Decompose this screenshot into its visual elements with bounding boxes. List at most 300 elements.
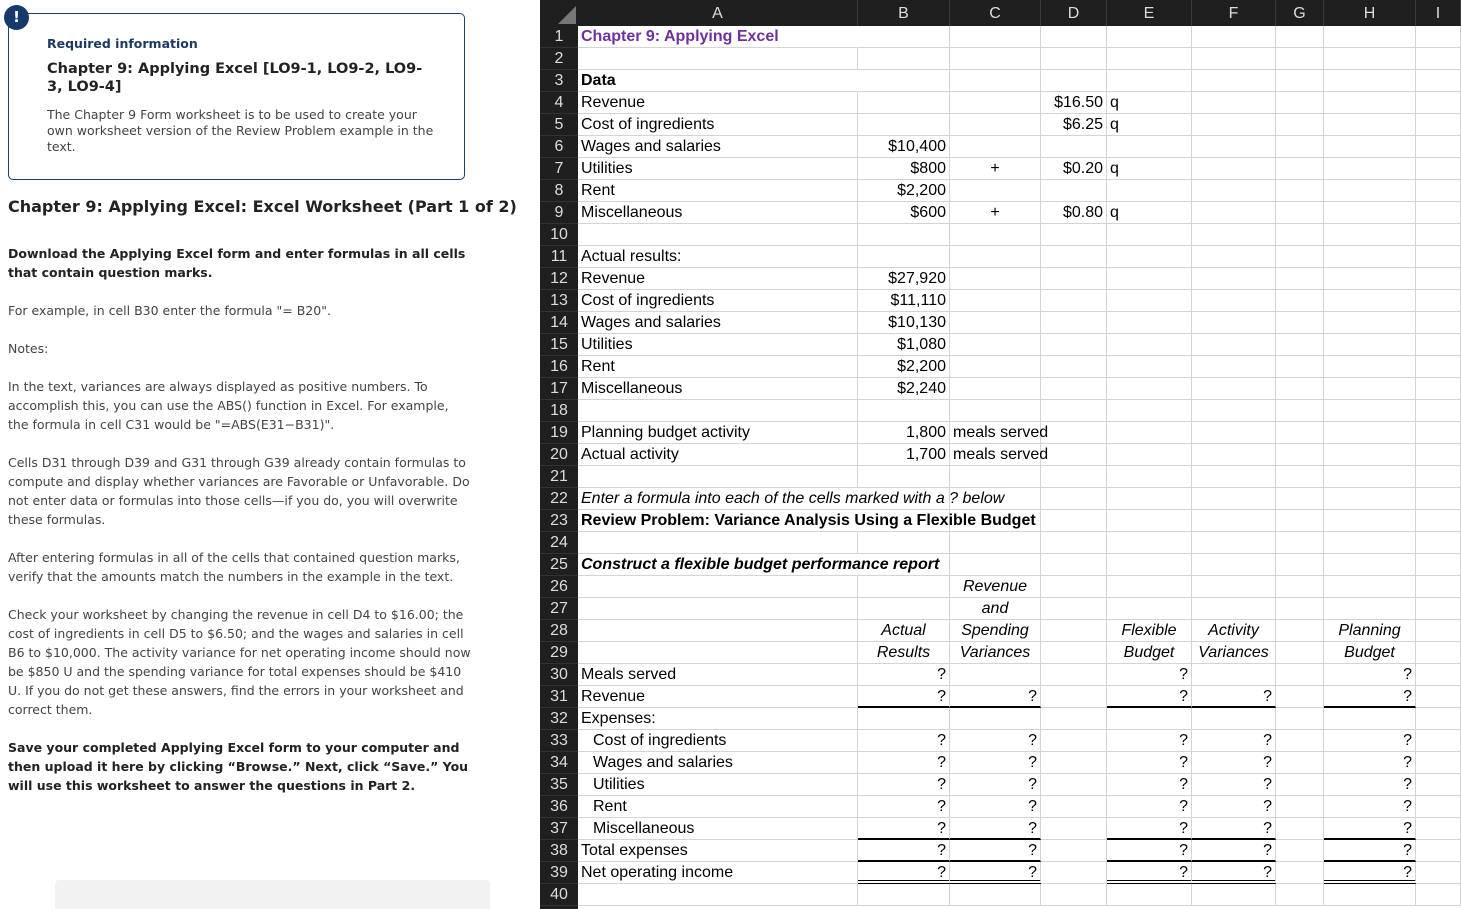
cell-b3[interactable] bbox=[858, 70, 950, 92]
row-header-1[interactable]: 1 bbox=[540, 26, 578, 48]
cell-d37[interactable] bbox=[1041, 818, 1107, 840]
cell-h35[interactable]: ? bbox=[1324, 774, 1416, 796]
cell-c17[interactable] bbox=[950, 378, 1041, 400]
cell-a40[interactable] bbox=[578, 884, 858, 906]
cell-d25[interactable] bbox=[1041, 554, 1107, 576]
cell-b32[interactable] bbox=[858, 708, 950, 730]
cell-d8[interactable] bbox=[1041, 180, 1107, 202]
cell-g32[interactable] bbox=[1276, 708, 1324, 730]
row-header-28[interactable]: 28 bbox=[540, 620, 578, 642]
cell-i2[interactable] bbox=[1416, 48, 1461, 70]
cell-i26[interactable] bbox=[1416, 576, 1461, 598]
cell-d11[interactable] bbox=[1041, 246, 1107, 268]
cell-h17[interactable] bbox=[1324, 378, 1416, 400]
cell-e26[interactable] bbox=[1107, 576, 1192, 598]
cell-i9[interactable] bbox=[1416, 202, 1461, 224]
cell-a4[interactable]: Revenue bbox=[578, 92, 858, 114]
cell-a24[interactable] bbox=[578, 532, 858, 554]
cell-c37[interactable]: ? bbox=[950, 818, 1041, 840]
cell-a15[interactable]: Utilities bbox=[578, 334, 858, 356]
cell-e14[interactable] bbox=[1107, 312, 1192, 334]
column-header-e[interactable]: E bbox=[1107, 0, 1192, 26]
cell-g21[interactable] bbox=[1276, 466, 1324, 488]
cell-g30[interactable] bbox=[1276, 664, 1324, 686]
cell-g5[interactable] bbox=[1276, 114, 1324, 136]
cell-c14[interactable] bbox=[950, 312, 1041, 334]
cell-b8[interactable]: $2,200 bbox=[858, 180, 950, 202]
cell-b21[interactable] bbox=[858, 466, 950, 488]
cell-b19[interactable]: 1,800 bbox=[858, 422, 950, 444]
cell-e8[interactable] bbox=[1107, 180, 1192, 202]
cell-g39[interactable] bbox=[1276, 862, 1324, 884]
cell-i40[interactable] bbox=[1416, 884, 1461, 906]
cell-g4[interactable] bbox=[1276, 92, 1324, 114]
cell-d26[interactable] bbox=[1041, 576, 1107, 598]
cell-f40[interactable] bbox=[1192, 884, 1276, 906]
cell-d21[interactable] bbox=[1041, 466, 1107, 488]
cell-f19[interactable] bbox=[1192, 422, 1276, 444]
select-all-corner[interactable] bbox=[558, 6, 576, 24]
cell-h29[interactable]: Budget bbox=[1324, 642, 1416, 664]
cell-a8[interactable]: Rent bbox=[578, 180, 858, 202]
cell-i13[interactable] bbox=[1416, 290, 1461, 312]
cell-h7[interactable] bbox=[1324, 158, 1416, 180]
row-header-14[interactable]: 14 bbox=[540, 312, 578, 334]
cell-e13[interactable] bbox=[1107, 290, 1192, 312]
cell-i32[interactable] bbox=[1416, 708, 1461, 730]
cell-i29[interactable] bbox=[1416, 642, 1461, 664]
cell-g27[interactable] bbox=[1276, 598, 1324, 620]
cell-e15[interactable] bbox=[1107, 334, 1192, 356]
cell-c7[interactable]: + bbox=[950, 158, 1041, 180]
cell-h33[interactable]: ? bbox=[1324, 730, 1416, 752]
cell-d12[interactable] bbox=[1041, 268, 1107, 290]
cell-h25[interactable] bbox=[1324, 554, 1416, 576]
row-header-39[interactable]: 39 bbox=[540, 862, 578, 884]
cell-g3[interactable] bbox=[1276, 70, 1324, 92]
cell-a2[interactable] bbox=[578, 48, 858, 70]
cell-f17[interactable] bbox=[1192, 378, 1276, 400]
cell-c30[interactable] bbox=[950, 664, 1041, 686]
cell-f26[interactable] bbox=[1192, 576, 1276, 598]
cell-d36[interactable] bbox=[1041, 796, 1107, 818]
cell-h3[interactable] bbox=[1324, 70, 1416, 92]
row-header-37[interactable]: 37 bbox=[540, 818, 578, 840]
cell-e30[interactable]: ? bbox=[1107, 664, 1192, 686]
cell-c10[interactable] bbox=[950, 224, 1041, 246]
cell-c3[interactable] bbox=[950, 70, 1041, 92]
cell-b36[interactable]: ? bbox=[858, 796, 950, 818]
cell-b35[interactable]: ? bbox=[858, 774, 950, 796]
cell-a29[interactable] bbox=[578, 642, 858, 664]
cell-i27[interactable] bbox=[1416, 598, 1461, 620]
cell-a31[interactable]: Revenue bbox=[578, 686, 858, 708]
cell-c6[interactable] bbox=[950, 136, 1041, 158]
cell-b17[interactable]: $2,240 bbox=[858, 378, 950, 400]
cell-g22[interactable] bbox=[1276, 488, 1324, 510]
cell-h28[interactable]: Planning bbox=[1324, 620, 1416, 642]
cell-c24[interactable] bbox=[950, 532, 1041, 554]
row-header-17[interactable]: 17 bbox=[540, 378, 578, 400]
cell-a21[interactable] bbox=[578, 466, 858, 488]
cell-h10[interactable] bbox=[1324, 224, 1416, 246]
cell-a13[interactable]: Cost of ingredients bbox=[578, 290, 858, 312]
cell-e35[interactable]: ? bbox=[1107, 774, 1192, 796]
cell-a1[interactable]: Chapter 9: Applying Excel bbox=[578, 26, 858, 48]
cell-g14[interactable] bbox=[1276, 312, 1324, 334]
cell-d40[interactable] bbox=[1041, 884, 1107, 906]
cell-c20[interactable]: meals served bbox=[950, 444, 1041, 466]
cell-e24[interactable] bbox=[1107, 532, 1192, 554]
cell-f13[interactable] bbox=[1192, 290, 1276, 312]
column-header-b[interactable]: B bbox=[858, 0, 950, 26]
cell-d30[interactable] bbox=[1041, 664, 1107, 686]
row-header-7[interactable]: 7 bbox=[540, 158, 578, 180]
cell-f29[interactable]: Variances bbox=[1192, 642, 1276, 664]
cell-i33[interactable] bbox=[1416, 730, 1461, 752]
cell-d35[interactable] bbox=[1041, 774, 1107, 796]
cell-a5[interactable]: Cost of ingredients bbox=[578, 114, 858, 136]
cell-h5[interactable] bbox=[1324, 114, 1416, 136]
cell-h14[interactable] bbox=[1324, 312, 1416, 334]
cell-d6[interactable] bbox=[1041, 136, 1107, 158]
cell-h26[interactable] bbox=[1324, 576, 1416, 598]
cell-e32[interactable] bbox=[1107, 708, 1192, 730]
cell-i14[interactable] bbox=[1416, 312, 1461, 334]
cell-b14[interactable]: $10,130 bbox=[858, 312, 950, 334]
cell-f32[interactable] bbox=[1192, 708, 1276, 730]
cell-f34[interactable]: ? bbox=[1192, 752, 1276, 774]
cell-i23[interactable] bbox=[1416, 510, 1461, 532]
cell-g17[interactable] bbox=[1276, 378, 1324, 400]
cell-c12[interactable] bbox=[950, 268, 1041, 290]
cell-c27[interactable]: and bbox=[950, 598, 1041, 620]
row-header-40[interactable]: 40 bbox=[540, 884, 578, 906]
cell-h20[interactable] bbox=[1324, 444, 1416, 466]
row-header-33[interactable]: 33 bbox=[540, 730, 578, 752]
cell-g37[interactable] bbox=[1276, 818, 1324, 840]
cell-h32[interactable] bbox=[1324, 708, 1416, 730]
cell-i10[interactable] bbox=[1416, 224, 1461, 246]
cell-b6[interactable]: $10,400 bbox=[858, 136, 950, 158]
cell-d29[interactable] bbox=[1041, 642, 1107, 664]
cell-g2[interactable] bbox=[1276, 48, 1324, 70]
row-header-24[interactable]: 24 bbox=[540, 532, 578, 554]
cell-c16[interactable] bbox=[950, 356, 1041, 378]
row-header-21[interactable]: 21 bbox=[540, 466, 578, 488]
cell-d9[interactable]: $0.80 bbox=[1041, 202, 1107, 224]
cell-c1[interactable] bbox=[950, 26, 1041, 48]
cell-f24[interactable] bbox=[1192, 532, 1276, 554]
cell-f3[interactable] bbox=[1192, 70, 1276, 92]
cell-d32[interactable] bbox=[1041, 708, 1107, 730]
cell-g26[interactable] bbox=[1276, 576, 1324, 598]
cell-g38[interactable] bbox=[1276, 840, 1324, 862]
cell-c9[interactable]: + bbox=[950, 202, 1041, 224]
row-header-10[interactable]: 10 bbox=[540, 224, 578, 246]
cell-d5[interactable]: $6.25 bbox=[1041, 114, 1107, 136]
row-header-29[interactable]: 29 bbox=[540, 642, 578, 664]
cell-g6[interactable] bbox=[1276, 136, 1324, 158]
cell-a22[interactable]: Enter a formula into each of the cells marked with a ? below bbox=[578, 488, 858, 510]
cell-c21[interactable] bbox=[950, 466, 1041, 488]
cell-g40[interactable] bbox=[1276, 884, 1324, 906]
cell-h18[interactable] bbox=[1324, 400, 1416, 422]
column-header-c[interactable]: C bbox=[950, 0, 1041, 26]
cell-a39[interactable]: Net operating income bbox=[578, 862, 858, 884]
cell-i24[interactable] bbox=[1416, 532, 1461, 554]
cell-a17[interactable]: Miscellaneous bbox=[578, 378, 858, 400]
cell-a30[interactable]: Meals served bbox=[578, 664, 858, 686]
cell-h8[interactable] bbox=[1324, 180, 1416, 202]
row-header-15[interactable]: 15 bbox=[540, 334, 578, 356]
cell-c39[interactable]: ? bbox=[950, 862, 1041, 884]
cell-d16[interactable] bbox=[1041, 356, 1107, 378]
row-header-38[interactable]: 38 bbox=[540, 840, 578, 862]
cell-b5[interactable] bbox=[858, 114, 950, 136]
cell-a33[interactable]: Cost of ingredients bbox=[578, 730, 858, 752]
cell-g15[interactable] bbox=[1276, 334, 1324, 356]
cell-b31[interactable]: ? bbox=[858, 686, 950, 708]
cell-g9[interactable] bbox=[1276, 202, 1324, 224]
cell-h34[interactable]: ? bbox=[1324, 752, 1416, 774]
cell-e31[interactable]: ? bbox=[1107, 686, 1192, 708]
cell-a38[interactable]: Total expenses bbox=[578, 840, 858, 862]
cell-i18[interactable] bbox=[1416, 400, 1461, 422]
cell-b2[interactable] bbox=[858, 48, 950, 70]
cell-e10[interactable] bbox=[1107, 224, 1192, 246]
cell-g31[interactable] bbox=[1276, 686, 1324, 708]
cell-a36[interactable]: Rent bbox=[578, 796, 858, 818]
cell-a18[interactable] bbox=[578, 400, 858, 422]
row-header-19[interactable]: 19 bbox=[540, 422, 578, 444]
cell-h2[interactable] bbox=[1324, 48, 1416, 70]
cell-e2[interactable] bbox=[1107, 48, 1192, 70]
row-header-13[interactable]: 13 bbox=[540, 290, 578, 312]
cell-f7[interactable] bbox=[1192, 158, 1276, 180]
cell-c33[interactable]: ? bbox=[950, 730, 1041, 752]
cell-h16[interactable] bbox=[1324, 356, 1416, 378]
cell-h13[interactable] bbox=[1324, 290, 1416, 312]
cell-f2[interactable] bbox=[1192, 48, 1276, 70]
cell-f12[interactable] bbox=[1192, 268, 1276, 290]
cell-a11[interactable]: Actual results: bbox=[578, 246, 858, 268]
row-header-25[interactable]: 25 bbox=[540, 554, 578, 576]
cell-i39[interactable] bbox=[1416, 862, 1461, 884]
cell-e17[interactable] bbox=[1107, 378, 1192, 400]
cell-f38[interactable]: ? bbox=[1192, 840, 1276, 862]
cell-f30[interactable] bbox=[1192, 664, 1276, 686]
cell-d20[interactable] bbox=[1041, 444, 1107, 466]
cell-e7[interactable]: q bbox=[1107, 158, 1192, 180]
cell-d34[interactable] bbox=[1041, 752, 1107, 774]
cell-f31[interactable]: ? bbox=[1192, 686, 1276, 708]
cell-f4[interactable] bbox=[1192, 92, 1276, 114]
cell-b15[interactable]: $1,080 bbox=[858, 334, 950, 356]
cell-c4[interactable] bbox=[950, 92, 1041, 114]
cell-i12[interactable] bbox=[1416, 268, 1461, 290]
cell-d17[interactable] bbox=[1041, 378, 1107, 400]
cell-h22[interactable] bbox=[1324, 488, 1416, 510]
cell-g8[interactable] bbox=[1276, 180, 1324, 202]
cell-b40[interactable] bbox=[858, 884, 950, 906]
row-header-4[interactable]: 4 bbox=[540, 92, 578, 114]
cell-c34[interactable]: ? bbox=[950, 752, 1041, 774]
cell-a26[interactable] bbox=[578, 576, 858, 598]
row-header-36[interactable]: 36 bbox=[540, 796, 578, 818]
cell-b28[interactable]: Actual bbox=[858, 620, 950, 642]
cell-i3[interactable] bbox=[1416, 70, 1461, 92]
cell-b9[interactable]: $600 bbox=[858, 202, 950, 224]
row-header-9[interactable]: 9 bbox=[540, 202, 578, 224]
cell-i34[interactable] bbox=[1416, 752, 1461, 774]
cell-e1[interactable] bbox=[1107, 26, 1192, 48]
cell-c35[interactable]: ? bbox=[950, 774, 1041, 796]
cell-a12[interactable]: Revenue bbox=[578, 268, 858, 290]
cell-g16[interactable] bbox=[1276, 356, 1324, 378]
cell-i31[interactable] bbox=[1416, 686, 1461, 708]
cell-g11[interactable] bbox=[1276, 246, 1324, 268]
cell-b37[interactable]: ? bbox=[858, 818, 950, 840]
cell-g33[interactable] bbox=[1276, 730, 1324, 752]
cell-c18[interactable] bbox=[950, 400, 1041, 422]
cell-e28[interactable]: Flexible bbox=[1107, 620, 1192, 642]
cell-b4[interactable] bbox=[858, 92, 950, 114]
cell-c2[interactable] bbox=[950, 48, 1041, 70]
column-header-f[interactable]: F bbox=[1192, 0, 1276, 26]
cell-b18[interactable] bbox=[858, 400, 950, 422]
cell-e34[interactable]: ? bbox=[1107, 752, 1192, 774]
cell-b11[interactable] bbox=[858, 246, 950, 268]
cell-e29[interactable]: Budget bbox=[1107, 642, 1192, 664]
cell-h39[interactable]: ? bbox=[1324, 862, 1416, 884]
row-header-12[interactable]: 12 bbox=[540, 268, 578, 290]
cell-i19[interactable] bbox=[1416, 422, 1461, 444]
cell-c5[interactable] bbox=[950, 114, 1041, 136]
cell-a9[interactable]: Miscellaneous bbox=[578, 202, 858, 224]
cell-d33[interactable] bbox=[1041, 730, 1107, 752]
cell-d3[interactable] bbox=[1041, 70, 1107, 92]
cell-b16[interactable]: $2,200 bbox=[858, 356, 950, 378]
cell-c31[interactable]: ? bbox=[950, 686, 1041, 708]
cell-d2[interactable] bbox=[1041, 48, 1107, 70]
cell-d1[interactable] bbox=[1041, 26, 1107, 48]
cell-i4[interactable] bbox=[1416, 92, 1461, 114]
cell-a7[interactable]: Utilities bbox=[578, 158, 858, 180]
row-header-23[interactable]: 23 bbox=[540, 510, 578, 532]
cell-i1[interactable] bbox=[1416, 26, 1461, 48]
cell-h4[interactable] bbox=[1324, 92, 1416, 114]
cell-a37[interactable]: Miscellaneous bbox=[578, 818, 858, 840]
cell-i16[interactable] bbox=[1416, 356, 1461, 378]
row-header-35[interactable]: 35 bbox=[540, 774, 578, 796]
cell-e12[interactable] bbox=[1107, 268, 1192, 290]
row-header-30[interactable]: 30 bbox=[540, 664, 578, 686]
cell-i7[interactable] bbox=[1416, 158, 1461, 180]
column-header-d[interactable]: D bbox=[1041, 0, 1107, 26]
cell-d7[interactable]: $0.20 bbox=[1041, 158, 1107, 180]
cell-c28[interactable]: Spending bbox=[950, 620, 1041, 642]
cell-i25[interactable] bbox=[1416, 554, 1461, 576]
row-header-6[interactable]: 6 bbox=[540, 136, 578, 158]
cell-b34[interactable]: ? bbox=[858, 752, 950, 774]
cell-g7[interactable] bbox=[1276, 158, 1324, 180]
row-header-18[interactable]: 18 bbox=[540, 400, 578, 422]
cell-f39[interactable]: ? bbox=[1192, 862, 1276, 884]
row-header-3[interactable]: 3 bbox=[540, 70, 578, 92]
cell-e6[interactable] bbox=[1107, 136, 1192, 158]
cell-c8[interactable] bbox=[950, 180, 1041, 202]
cell-i8[interactable] bbox=[1416, 180, 1461, 202]
cell-e40[interactable] bbox=[1107, 884, 1192, 906]
cell-e16[interactable] bbox=[1107, 356, 1192, 378]
cell-d24[interactable] bbox=[1041, 532, 1107, 554]
cell-b24[interactable] bbox=[858, 532, 950, 554]
cell-h30[interactable]: ? bbox=[1324, 664, 1416, 686]
cell-f10[interactable] bbox=[1192, 224, 1276, 246]
cell-e3[interactable] bbox=[1107, 70, 1192, 92]
cell-b13[interactable]: $11,110 bbox=[858, 290, 950, 312]
cell-f23[interactable] bbox=[1192, 510, 1276, 532]
cell-h9[interactable] bbox=[1324, 202, 1416, 224]
cell-e23[interactable] bbox=[1107, 510, 1192, 532]
cell-f35[interactable]: ? bbox=[1192, 774, 1276, 796]
column-header-g[interactable]: G bbox=[1276, 0, 1324, 26]
row-header-5[interactable]: 5 bbox=[540, 114, 578, 136]
cell-a16[interactable]: Rent bbox=[578, 356, 858, 378]
cell-i22[interactable] bbox=[1416, 488, 1461, 510]
cell-e36[interactable]: ? bbox=[1107, 796, 1192, 818]
cell-a27[interactable] bbox=[578, 598, 858, 620]
cell-g10[interactable] bbox=[1276, 224, 1324, 246]
cell-h31[interactable]: ? bbox=[1324, 686, 1416, 708]
cell-f36[interactable]: ? bbox=[1192, 796, 1276, 818]
cell-d38[interactable] bbox=[1041, 840, 1107, 862]
cell-b26[interactable] bbox=[858, 576, 950, 598]
cell-d23[interactable] bbox=[1041, 510, 1107, 532]
cell-b10[interactable] bbox=[858, 224, 950, 246]
cell-b39[interactable]: ? bbox=[858, 862, 950, 884]
cell-d10[interactable] bbox=[1041, 224, 1107, 246]
row-header-20[interactable]: 20 bbox=[540, 444, 578, 466]
cell-i37[interactable] bbox=[1416, 818, 1461, 840]
row-header-8[interactable]: 8 bbox=[540, 180, 578, 202]
cell-g24[interactable] bbox=[1276, 532, 1324, 554]
cell-a19[interactable]: Planning budget activity bbox=[578, 422, 858, 444]
cell-c36[interactable]: ? bbox=[950, 796, 1041, 818]
cell-a28[interactable] bbox=[578, 620, 858, 642]
cell-d4[interactable]: $16.50 bbox=[1041, 92, 1107, 114]
cell-f33[interactable]: ? bbox=[1192, 730, 1276, 752]
cell-d39[interactable] bbox=[1041, 862, 1107, 884]
cell-h27[interactable] bbox=[1324, 598, 1416, 620]
cell-a35[interactable]: Utilities bbox=[578, 774, 858, 796]
cell-g34[interactable] bbox=[1276, 752, 1324, 774]
cell-h40[interactable] bbox=[1324, 884, 1416, 906]
cell-g13[interactable] bbox=[1276, 290, 1324, 312]
cell-e4[interactable]: q bbox=[1107, 92, 1192, 114]
cell-h19[interactable] bbox=[1324, 422, 1416, 444]
cell-f28[interactable]: Activity bbox=[1192, 620, 1276, 642]
cell-e21[interactable] bbox=[1107, 466, 1192, 488]
cell-b38[interactable]: ? bbox=[858, 840, 950, 862]
cell-d31[interactable] bbox=[1041, 686, 1107, 708]
cell-h23[interactable] bbox=[1324, 510, 1416, 532]
cell-f18[interactable] bbox=[1192, 400, 1276, 422]
cell-d14[interactable] bbox=[1041, 312, 1107, 334]
row-header-2[interactable]: 2 bbox=[540, 48, 578, 70]
cell-e33[interactable]: ? bbox=[1107, 730, 1192, 752]
